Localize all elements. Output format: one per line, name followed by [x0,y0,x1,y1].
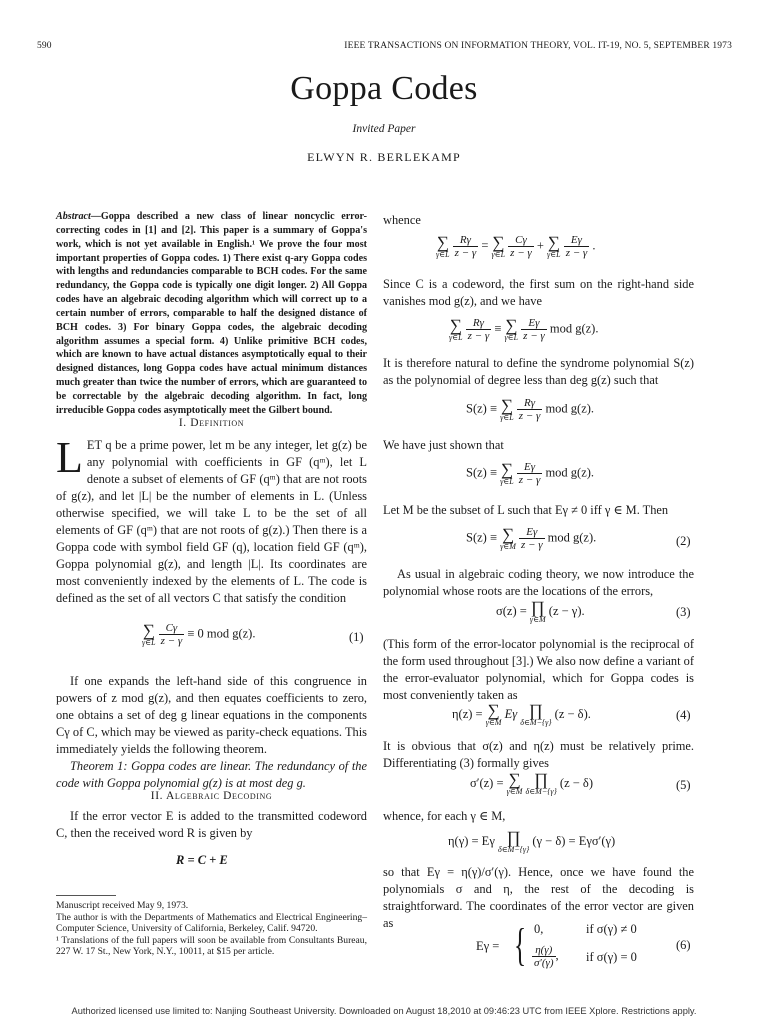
expansion-text: If one expands the left-hand side of this congruence in powers of z mod g(z), and then equates coefficients to zero, one obtains a set of deg g linear equations in the components Cγ of C, which may be viewed as parity-check equations. This immediately yields the following theorem. [56,674,367,756]
footnote-rule [56,895,116,896]
equation-3-tag: (3) [676,605,691,619]
abstract-label: Abstract [56,211,91,222]
received-word-equation: R = C + E [176,853,228,867]
equation-6-tag: (6) [676,938,691,952]
syndrome-text: It is therefore natural to define the syndrome polynomial S(z) as the polynomial of degree less than deg g(z) such that [383,356,694,387]
shown-label: We have just shown that [383,438,504,452]
equation-6-lhs: Eγ = [476,939,500,953]
obvious-text: It is obvious that σ(z) and η(z) must be relatively prime. Differentiating (3) formally gives [383,739,694,770]
footnote-received: Manuscript received May 9, 1973. [56,900,189,911]
equation-6-case1-value: 0, [534,922,544,936]
usual-text: As usual in algebraic coding theory, we now introduce the polynomial whose roots are the locations of the errors, [383,567,694,598]
paper-title: Goppa Codes [290,70,478,107]
page-number: 590 [37,41,52,51]
definition-text: ET q be a prime power, let m be any integer, let g(z) be any polynomial with coefficients in GF (qᵐ), let L denote a subset of elements of GF (qᵐ) that are not roots of g(z), and let |L| be the number of elements in L. (Unless otherwise specified, we will take L to be the set of all elements of GF (qᵐ) that are not roots of g(z).) Then there is a Goppa code with symbol field GF (q), location field GF (qᵐ), Goppa polynomial g(z), and length |L|. Its coordinates are most conveniently indexed by the elements of L. The code is defined as the set of all vectors C that satisfy the condition [56,438,367,605]
letm-label: Let M be the subset of L such that Eγ ≠ 0 iff γ ∈ M. Then [383,503,669,517]
equation-3: σ(z) = ∏ γ∈M (z − γ). [496,598,585,624]
equation-1-tag: (1) [349,630,364,644]
author-name: ELWYN R. BERLEKAMP [307,150,461,164]
whence-label: whence [383,213,421,227]
equation-5-tag: (5) [676,778,691,792]
equation-1: ∑ γ∈L $\frac{C\gamma}{z - \gamma}$ ≡ 0 mod g(z). [142,620,256,647]
obvious-paragraph [383,738,694,772]
theorem-1: Theorem 1: Goppa codes are linear. The redundancy of the code with Goppa polynomial g(z) is at most deg g. [56,759,367,790]
syndrome-paragraph [383,355,694,389]
usual-paragraph [383,566,694,600]
equation-4-tag: (4) [676,708,691,722]
equation-syndrome-errors: S(z) ≡ ∑ γ∈L $\frac{E\gamma}{z - \gamma}$ mod g(z). [466,459,595,486]
equation-decomposition: ∑ γ∈L $\frac{R\gamma}{z - \gamma}$ = ∑ γ∈L $\frac{C\gamma}{z - \gamma}$ + ∑ γ∈L $\frac{E\gamma}{z - \gamma}$ . [436,232,596,259]
equation-eta: η(γ) = Eγ ∏ δ∈M−{γ} (γ − δ) = Eγσ′(γ) [448,828,616,854]
whence-each-label: whence, for each γ ∈ M, [383,809,506,823]
since-text: Since C is a codeword, the first sum on the right-hand side vanishes mod g(z), and we have [383,277,694,308]
section-heading-decoding: II. Algebraic Decoding [150,790,273,802]
drop-cap: L [56,433,83,482]
journal-citation: IEEE TRANSACTIONS ON INFORMATION THEORY, VOL. IT-19, NO. 5, SEPTEMBER 1973 [344,41,732,51]
equation-5: σ′(z) = ∑ γ∈M ∏ δ∈M−{γ} (z − δ) [470,770,593,796]
decoding-paragraph [56,808,367,842]
equation-6-case2-value: $\frac{\eta(\gamma)}{\sigma'(\gamma)}$ , [534,944,559,969]
abstract [56,210,367,418]
since-paragraph [383,276,694,310]
footnotes [56,900,367,958]
equation-6-case2-condition: if σ(γ) = 0 [586,950,637,964]
section-heading-definition: I. Definition [178,417,245,429]
running-header [37,41,732,55]
paper-subtitle: Invited Paper [352,123,416,135]
decoding-text: If the error vector E is added to the transmitted codeword C, then the received word R is given by [56,809,367,840]
equation-congruence: ∑ γ∈L $\frac{R\gamma}{z - \gamma}$ ≡ ∑ γ∈L $\frac{E\gamma}{z - \gamma}$ mod g(z). [449,315,599,342]
equation-2: S(z) ≡ ∑ γ∈M $\frac{E\gamma}{z - \gamma}$ mod g(z). [466,524,597,551]
form-text: (This form of the error-locator polynomial is the reciprocal of the form used throughout [3].) We also now define a variant of the error-evaluator polynomial, which for Goppa codes is most conveniently taken as [383,637,694,702]
equation-syndrome-def: S(z) ≡ ∑ γ∈L $\frac{R\gamma}{z - \gamma}$ mod g(z). [466,395,595,422]
form-paragraph [383,636,694,704]
cases-brace: { [514,919,527,970]
footnote-translation: ¹ Translations of the full papers will soon be available from Consultants Bureau, 227 W. 17 St., New York, N.Y., 10011, at $15 per article. [56,934,367,957]
license-notice: Authorized licensed use limited to: Nanjing Southeast University. Downloaded on August 18,2010 at 09:46:23 UTC from IEEE Xplore. Restrictions apply. [71,1006,697,1016]
sothat-text: so that Eγ = η(γ)/σ′(γ). Hence, once we have found the polynomials σ and η, the rest of the decoding is straightforward. The coordinates of the error vector are given as [383,865,694,930]
expansion-paragraph [56,673,367,792]
equation-2-tag: (2) [676,534,691,548]
equation-6-case1-condition: if σ(γ) ≠ 0 [586,922,637,936]
definition-paragraph [56,433,367,607]
abstract-text: —Goppa described a new class of linear noncyclic error-correcting codes in [1] and [2]. This paper is a summary of Goppa's work, which is not yet available in English.¹ We prove the four most important properties of Goppa codes. 1) There exist q-ary Goppa codes with lengths and redundancies comparable to BCH codes. For the same redundancy, the Goppa code is typically one digit longer. 2) All Goppa codes have an algebraic decoding algorithm which will correct up to a certain number of errors, comparable to half the designed distance of BCH codes. 3) For binary Goppa codes, the algebraic decoding algorithm assumes a special form. 4) Unlike primitive BCH codes, which are known to have actual distances asymptotically equal to their designed distances, long Goppa codes have actual minimum distances much greater than twice the number of errors, which are guaranteed to be correctable by the algebraic decoding algorithm. In fact, long irreducible Goppa codes asymptotically meet the Gilbert bound. [56,211,367,416]
equation-4: η(z) = ∑ γ∈M Eγ ∏ δ∈M−{γ} (z − δ). [452,701,591,727]
footnote-affiliation: The author is with the Departments of Mathematics and Electrical Engineering–Computer Science, University of California, Berkeley, Calif. 94720. [56,911,367,934]
